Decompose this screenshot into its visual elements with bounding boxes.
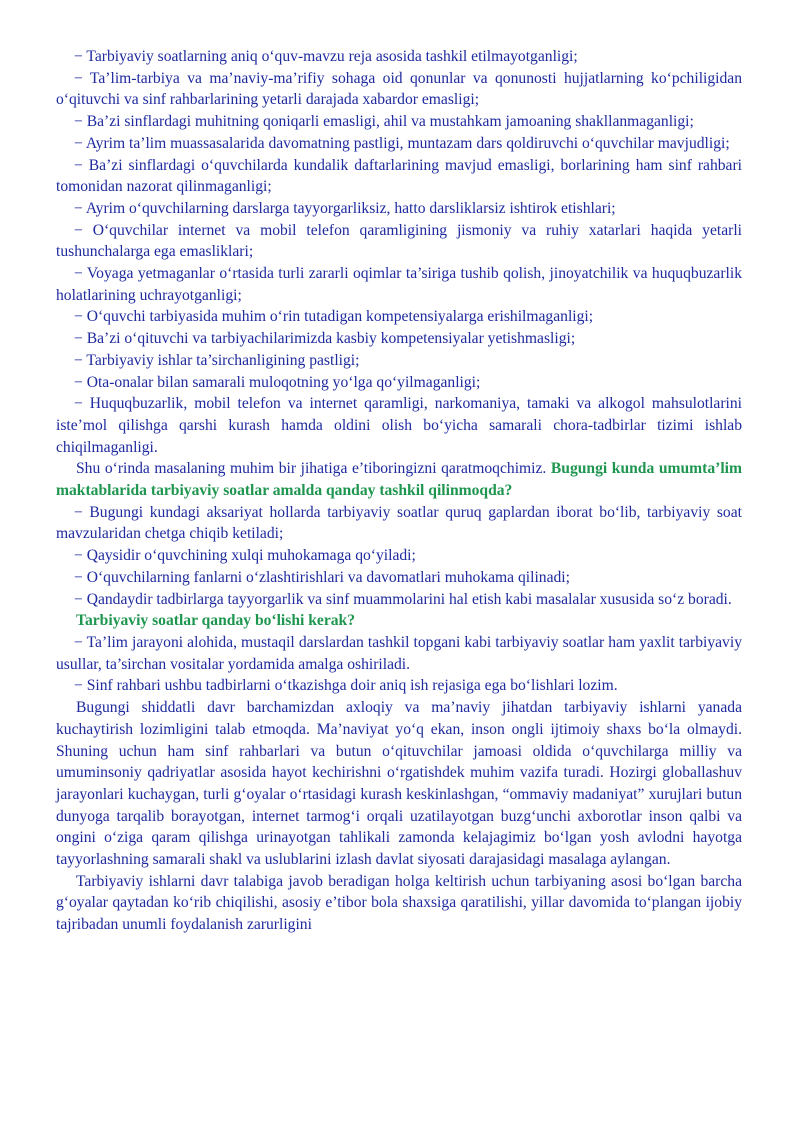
body-paragraph: Bugungi shiddatli davr barchamizdan axloqiy va ma’naviy jihatdan tarbiyaviy ishlarni yanada kuchaytirish lozimligini talab etmoqda. Ma’naviyat yo‘q ekan, inson ongli ijtimoiy shaxs bo‘la olmaydi. Shuning uchun ham sinf rahbarlari va butun o‘qituvchilar jamoasi oldida o‘quvchilarga milliy va umuminsoniy qadriyatlar asosida hayot kechirishni o‘rgatishdek muhim vazifa turadi. Hozirgi globallashuv jarayonlari kuchaygan, turli g‘oyalar o‘rtasidagi kurash keskinlashgan, “ommaviy madaniyat” xurujlari butun dunyoga tarqalib borayotgan, internet tarmog‘i orqali uzatilayotgan buzg‘unchi axborotlar inson qalbi va ongini o‘ziga qaram qilishga urinayotgan tahlikali zamonda kelajagimiz bo‘lgan yosh avlodni hayotga tayyorlashning samarali shakl va uslublarini izlash davlat siyosati darajasidagi masalaga aylangan. [56,699,742,869]
list-item: − Huquqbuzarlik, mobil telefon va internet qaramligi, narkomaniya, tamaki va alkogol mahsulotlarini iste’mol qilishga qarshi kurash hamda oldini olish bo‘yicha samarali chora-tadbirlar tizimi ishlab chiqilmaganligi. [56,395,742,456]
paragraph-text: Shu o‘rinda masalaning muhim bir jihatiga e’tiboringizni qaratmoqchimiz. [76,460,551,478]
list-item: − Ota-onalar bilan samarali muloqotning yo‘lga qo‘yilmaganligi; [74,373,481,391]
list-item: − Voyaga yetmaganlar o‘rtasida turli zararli oqimlar ta’siriga tushib qolish, jinoyatchilik va huquqbuzarlik holatlarining uchrayotganligi; [56,265,742,304]
highlighted-question: Bugungi kunda umumta’lim maktablarida tarbiyaviy soatlar amalda qanday tashkil qilinmoqda? [56,460,742,500]
list-item: − Ba’zi sinflardagi o‘quvchilarda kundalik daftarlarining mavjud emasligi, borlarining ham sinf rahbari tomonidan nazorat qilinmaganligi; [56,156,742,196]
list-item: − Sinf rahbari ushbu tadbirlarni o‘tkazishga doir aniq ish rejasiga ega bo‘lishlari lozim. [74,677,618,695]
heading-text: Tarbiyaviy soatlar qanday bo‘lishi kerak? [76,612,356,630]
list-item: − Ayrim ta’lim muassasalarida davomatning pastligi, muntazam dars qoldiruvchi o‘quvchilar mavjudligi; [74,134,730,152]
list-item: − Ba’zi o‘qituvchi va tarbiyachilarimizda kasbiy kompetensiyalar yetishmasligi; [74,330,576,348]
list-item: − Qaysidir o‘quvchining xulqi muhokamaga qo‘yiladi; [74,547,416,565]
list-item: − Ta’lim jarayoni alohida, mustaqil darslardan tashkil topgani kabi tarbiyaviy soatlar ham yaxlit tarbiyaviy usullar, ta’sirchan vositalar yordamida amalga oshiriladi. [56,633,742,673]
list-item: − O‘quvchi tarbiyasida muhim o‘rin tutadigan kompetensiyalarga erishilmaganligi; [74,308,594,326]
section-heading [56,610,742,632]
document-page [56,46,742,936]
list-item: − Tarbiyaviy ishlar ta’sirchanligining pastligi; [74,351,360,369]
list-item: − Ta’lim-tarbiya va ma’naviy-ma’rifiy sohaga oid qonunlar va qonunosti hujjatlarning ko‘pchiligidan o‘qituvchi va sinf rahbarlarining yetarli darajada xabardor emasligi; [56,69,742,109]
list-item: − Qandaydir tadbirlarga tayyorgarlik va sinf muammolarini hal etish kabi masalalar xususida so‘z boradi. [74,590,732,608]
list-item: − O‘quvchilar internet va mobil telefon qaramligining jismoniy va ruhiy xatarlari haqida yetarli tushunchalarga ega emasliklari; [56,221,742,261]
body-paragraph: Tarbiyaviy ishlarni davr talabiga javob beradigan holga keltirish uchun tarbiyaning asosi bo‘lgan barcha g‘oyalar qaytadan ko‘rib chiqilishi, asosiy e’tibor bola shaxsiga qaratilishi, yillar davomida to‘plangan ijobiy tajribadan unumli foydalanish zarurligini [56,872,742,934]
list-item: − O‘quvchilarning fanlarni o‘zlashtirishlari va davomatlari muhokama qilinadi; [74,568,570,586]
list-item: − Tarbiyaviy soatlarning aniq o‘quv-mavzu reja asosida tashkil etilmayotganligi; [74,48,578,65]
list-item: − Ba’zi sinflardagi muhitning qoniqarli emasligi, ahil va mustahkam jamoaning shakllanmaganligi; [74,113,694,131]
list-item: − Bugungi kundagi aksariyat hollarda tarbiyaviy soatlar quruq gaplardan iborat bo‘lib, tarbiyaviy soat mavzularidan chetga chiqib ketiladi; [56,503,742,543]
paragraph-with-question [56,458,742,501]
list-item: − Ayrim o‘quvchilarning darslarga tayyorgarliksiz, hatto darsliklarsiz ishtirok etishlari; [74,199,616,217]
